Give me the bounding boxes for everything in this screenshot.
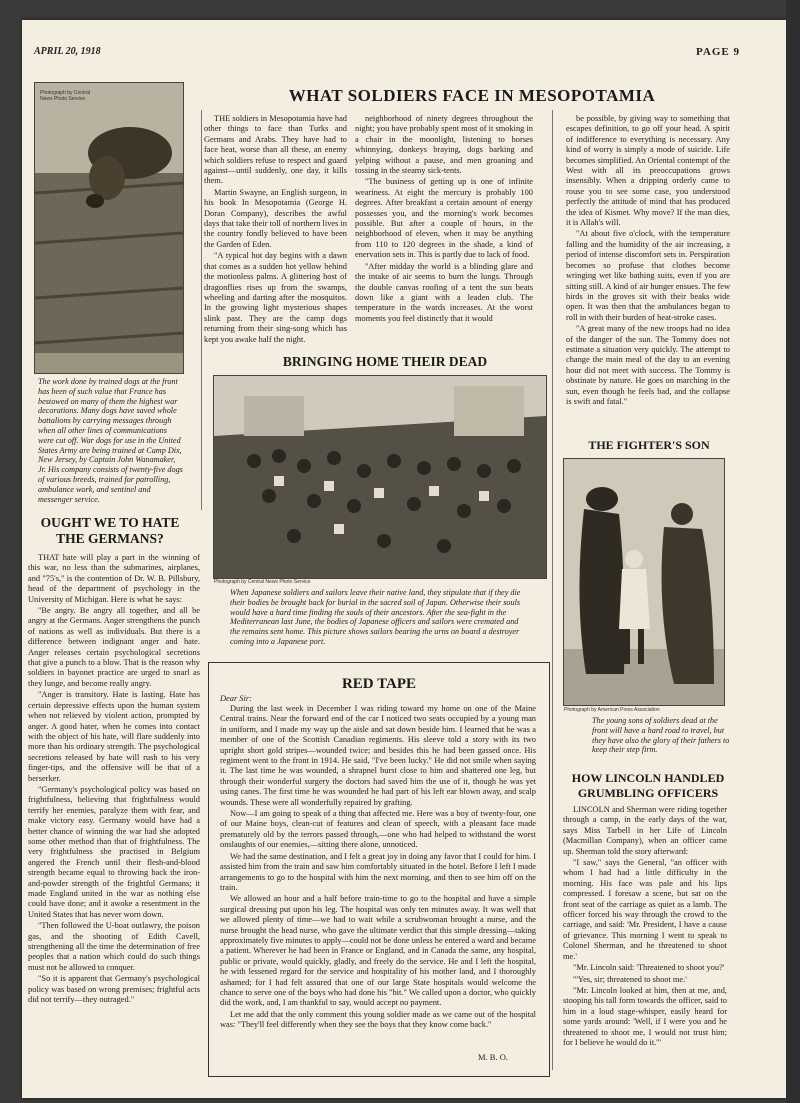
meso-col3-para: be possible, by giving way to something that escapes definition, to go off your head. A spirit of indifference to everything is necessary. Any kind of worry is simply a mode of suicide. Life becomes simplified. An Oriental contempt of the West with all its preoccupations grows insensibly. When a dripping orderly came to rouse you to see some case, you understood perfectly the attitude of mind that has produced the idea of Kismet. Why move? If the man dies, it is Allah's will. bbox=[566, 114, 730, 228]
meso-col2-para: "The business of getting up is one of infinite weariness. At eight the mercury is probably 100 degrees. After breakfast a certain amount of energy possesses you, and the morning's work becomes possible. But after a couple of hours, in the neighborhood of eleven, when it may be anything from 110 to 120 degrees in the shade, a kind of enervation sets in. This is partly due to lack of food. bbox=[355, 177, 533, 260]
son-photo-credit: Photograph by American Press Association bbox=[564, 707, 660, 713]
red-tape-signature: M. B. O. bbox=[478, 1052, 508, 1062]
red-tape-salutation: Dear Sir: bbox=[220, 694, 252, 703]
meso-col2-para: "After midday the world is a blinding glare and the intake of air seems to burn the lungs. Through the double canvas roofing of a tent the sun beats down like a giant with a leaden club. The temperature in the wards increases. At the worst moments you feel distinctly that it would bbox=[355, 261, 533, 323]
meso-col3-para: "At about five o'clock, with the temperature falling and the humidity of the air increasing, a period of intense discomfort sets in. Perspiration becomes so profuse that clothes become wringing wet like bathing suits, even if you are sitting still. A kind of air hunger ensues. The few birds in the groves sit with their beaks wide open. It was then that the ambulances began to roll in with their burden of heat-stroke cases. bbox=[566, 229, 730, 322]
meso-col1-para: THE soldiers in Mesopotamia have had other things to face than Turks and Germans and Arabs. They have had to face heat, worse than all these, an enemy which soldiers refuse to respect and guard against—until suddenly, one day, it kills them. bbox=[204, 114, 347, 186]
hate-para: "So it is apparent that Germany's psychological policy was based on wrong premises; frightful acts did not terrify—they outraged." bbox=[28, 974, 200, 1005]
column-rule bbox=[552, 110, 553, 1070]
hate-column bbox=[28, 553, 200, 1078]
red-tape-para: Now—I am going to speak of a thing that affected me. Here was a boy of twenty-four, one of our Maine boys, clean-cut of features and clean of speech, with a pleasant face made prematurely old by the terrors passed through,—one who had helped to withstand the worst onslaughts of our enemies,—sitting there alone, unnoticed. bbox=[220, 809, 536, 850]
son-photo-image bbox=[564, 459, 724, 705]
hate-para: "Then followed the U-boat outlawry, the poison gas, and the shooting of Edith Cavell, strengthening all the time the determination of free peoples that a nation which could do such things must not be allowed to conquer. bbox=[28, 921, 200, 972]
page-number: PAGE 9 bbox=[696, 46, 740, 58]
red-tape-para: During the last week in December I was riding toward my home on one of the Maine Central trains. Near the forward end of the car I noticed two seats occupied by a young man in uniform, and I made my way up the aisle and sat down beside him. I learned that he was a member of one of the Scottish Canadian regiments. His sleeve told a story with its two upright short gold stripes—wounded twice; and besides this he had been gassed once. His regiment went to the front in 1914. He said, "I've been lucky." He did not smile when saying it. The last time he was wounded, a shrapnel burst close to him and shattered one leg, but through their wonderful surgery the doctors had saved him the use of it, though he was yet using canes. The first time he was wounded he had part of his left ear blown away, and scalp wounds. These were all wonderfully repaired by grafting. bbox=[220, 704, 536, 807]
main-title: WHAT SOLDIERS FACE IN MESOPOTAMIA bbox=[288, 86, 656, 105]
mesopotamia-col-1 bbox=[204, 114, 347, 344]
lincoln-para: "Mr. Lincoln looked at him, then at me, and, stooping his tall form towards the officer, said to him in a loud stage-whisper, easily heard for some yards around: 'Well, if I were you and he threatened to shoot me, I would not trust him; for I believe he would do it.'" bbox=[563, 985, 727, 1047]
red-tape-title: RED TAPE bbox=[341, 676, 417, 692]
hate-para: "Germany's psychological policy was based on frightfulness, believing that frightfulness would terrify her enemies, paralyze them with fear, and make victory easy. Germany would have had a better chance of winning the war had she adopted some other method than that of frightfulness. The very frightfulness she practised in Belgium angered the French until their flesh-and-blood strength became equal to throwing back the iron-and-powder strength of the frightful Germans; it made England united in the war as nothing else could have done; and it awoke a resentment in the United States that has never worn down. bbox=[28, 784, 200, 919]
red-tape-para: Let me add that the only comment this young soldier made as we came out of the hospital was: "They'll feel differently when they see the boys that they know come back." bbox=[220, 1009, 536, 1030]
meso-col1-para: Martin Swayne, an English surgeon, in his book In Mesopotamia (George H. Doran Company), describes the awful days that take their toll of northern lives in the country fondly believed to have been the Garden of Eden. bbox=[204, 187, 347, 249]
column-rule bbox=[201, 110, 202, 510]
lincoln-para: "'Yes, sir; threatened to shoot me.' bbox=[573, 974, 687, 984]
mesopotamia-col-3 bbox=[566, 114, 730, 434]
red-tape-letter bbox=[220, 704, 536, 1054]
scan-edge bbox=[786, 0, 800, 1103]
lincoln-para: LINCOLN and Sherman were riding together through a camp, in the early days of the war, says Miss Tarbell in her Life of Lincoln (Macmillan Company), when an officer came up. Sherman told the story afterward: bbox=[563, 805, 727, 856]
hate-para: "Be angry. Be angry all together, and all be angry at the Germans. Anger strengthens the punch of nations as well as individuals. But there is a difference between indignant anger and hate. Anger releases certain psychological secretions that give a punch to a blow. That is the reason why soldiers in bayonet practice are urged to snarl as they lunge, and become really angry. bbox=[28, 606, 200, 688]
dog-photo-credit: Photograph by Central News Photo Service bbox=[40, 90, 91, 102]
meso-col1-para: "A typical hot day begins with a dawn that comes as a sudden hot yellow behind the motionless palms. A glittering host of dragonflies rises up from the swamps, wheeling and darting after the mosquitos. In the growing light mysterious shapes slink past. They are the camp dogs returning from their sing-song which has kept you awake half the night. bbox=[204, 251, 347, 344]
son-title: THE FIGHTER'S SON bbox=[588, 438, 710, 452]
red-tape-para: We allowed an hour and a half before train-time to go to the hospital and have a simple surgical dressing put upon his leg. The hospital was only ten minutes away. It was well that we allowed plenty of time—we had to wait while a scrubwoman brought a nurse, and the nurse brought the head nurse, who gave the ultimate verdict that this simple dressing—taking approximately five minutes to apply—could not be done unless he entered a ward and became a patient. Wherever he had been in France or England, and in Canada the same, any hospital, public or private, would quickly, gladly, and freely do the service. He and I left the hospital, he with lessened regard for the service and hospitality of his mother land, and I thoroughly ashamed; for I had felt assured that one of our large State hospitals would welcome the chance to serve one of the boys who had done his "bit." We called upon a doctor, who quickly did the work, and, I am thankful to say, would accept no payment. bbox=[220, 894, 536, 1008]
son-photo bbox=[563, 458, 725, 706]
hate-para: "Anger is transitory. Hate is lasting. Hate has certain depressive effects upon the human system when not relieved by violent action, prompted by anger. A good hater, when he comes into contact with the object of his hate, will flare suddenly into more than his ordinary strength. The psychological secretions released by hate will rush to his very finger-tips, and the offensive will be that of a berserker. bbox=[28, 690, 200, 783]
dead-photo-caption: When Japanese soldiers and sailors leave their native land, they stipulate that if they die their bodies be brought back for burial in the sacred soil of Japan. Otherwise their souls would have a hard time finding the souls of their ancestors. After the sea-fight in the Mediterranean last June, the bodies of Japanese officers and sailors were cremated and the remains sent home. This picture shows sailors bearing the urns on board a destroyer coming into a Japanese port. bbox=[230, 588, 521, 646]
dog-photo bbox=[34, 82, 184, 374]
mesopotamia-col-2 bbox=[355, 114, 533, 344]
dead-photo-image bbox=[214, 376, 546, 578]
hate-title: OUGHT WE TO HATE THE GERMANS? bbox=[40, 515, 180, 546]
dog-photo-caption: The work done by trained dogs at the front has been of such value that France has bestowed on many of them the highest war decorations. Many dogs have saved whole battalions by carrying messages through when all other lines of communications were cut off. War dogs for use in the United States Army are being trained at Camp Dix, New Jersey, by Captain John Wanamaker, Jr. His company consists of twenty-five dogs of various breeds, trained for patrolling, ambulance work, and sentinel and messenger service. bbox=[38, 377, 183, 504]
dead-photo-credit: Photograph by Central News Photo Service bbox=[214, 579, 311, 585]
issue-date: APRIL 20, 1918 bbox=[34, 46, 101, 57]
lincoln-para: "I saw," says the General, "an officer with whom I had had a little difficulty in the morning. His face was pale and his lips compressed. I foresaw a scene, but sat on the front seat of the carriage as quiet as a lamb. The officer forced his way through the crowd to the carriage, and said: 'Mr. President, I have a cause of grievance. This morning I went to speak to Colonel Sherman, and he threatened to shoot me.' bbox=[563, 858, 727, 961]
meso-col2-para: neighborhood of ninety degrees throughout the night; you have probably spent most of it smoking in a chair in the moonlight, listening to horses whinnying, donkeys braying, dogs barking and yelping without a pause, and men groaning and tossing in the steamy sick-tents. bbox=[355, 114, 533, 176]
dog-photo-image bbox=[35, 83, 183, 373]
red-tape-para: We had the same destination, and I felt a great joy in doing any favor that I could for him. I assisted him from the train and saw him comfortably situated in the hotel. Before I left I made arrangements to go to the hospital with him the next morning, and then to see him off on the train. bbox=[220, 851, 536, 892]
dead-photo bbox=[213, 375, 547, 579]
dead-title: BRINGING HOME THEIR DEAD bbox=[282, 354, 488, 369]
meso-col3-para: "A great many of the new troops had no idea of the danger of the sun. The Tommy does not estimate a situation very quickly. The attempt to change the main meal of the day to an evening hour did not meet with success. The Tommy is obstinate by nature. He goes on marching in the sun, even though he feels bad, and the collapse is swift and fatal." bbox=[566, 324, 730, 406]
hate-para: THAT hate will play a part in the winning of this war, no less than the submarines, airplanes, and "75's," is the contention of Dr. W. B. Pillsbury, head of the department of psychology in the University of Michigan. Here is what he says: bbox=[28, 553, 200, 604]
lincoln-column bbox=[563, 805, 727, 1073]
son-photo-caption: The young sons of soldiers dead at the front will have a hard road to travel, but they have also the glory of their fathers to keep their step firm. bbox=[592, 716, 730, 755]
lincoln-para: "Mr. Lincoln said: 'Threatened to shoot you?' bbox=[573, 963, 725, 973]
lincoln-title: HOW LINCOLN HANDLED GRUMBLING OFFICERS bbox=[571, 771, 725, 800]
